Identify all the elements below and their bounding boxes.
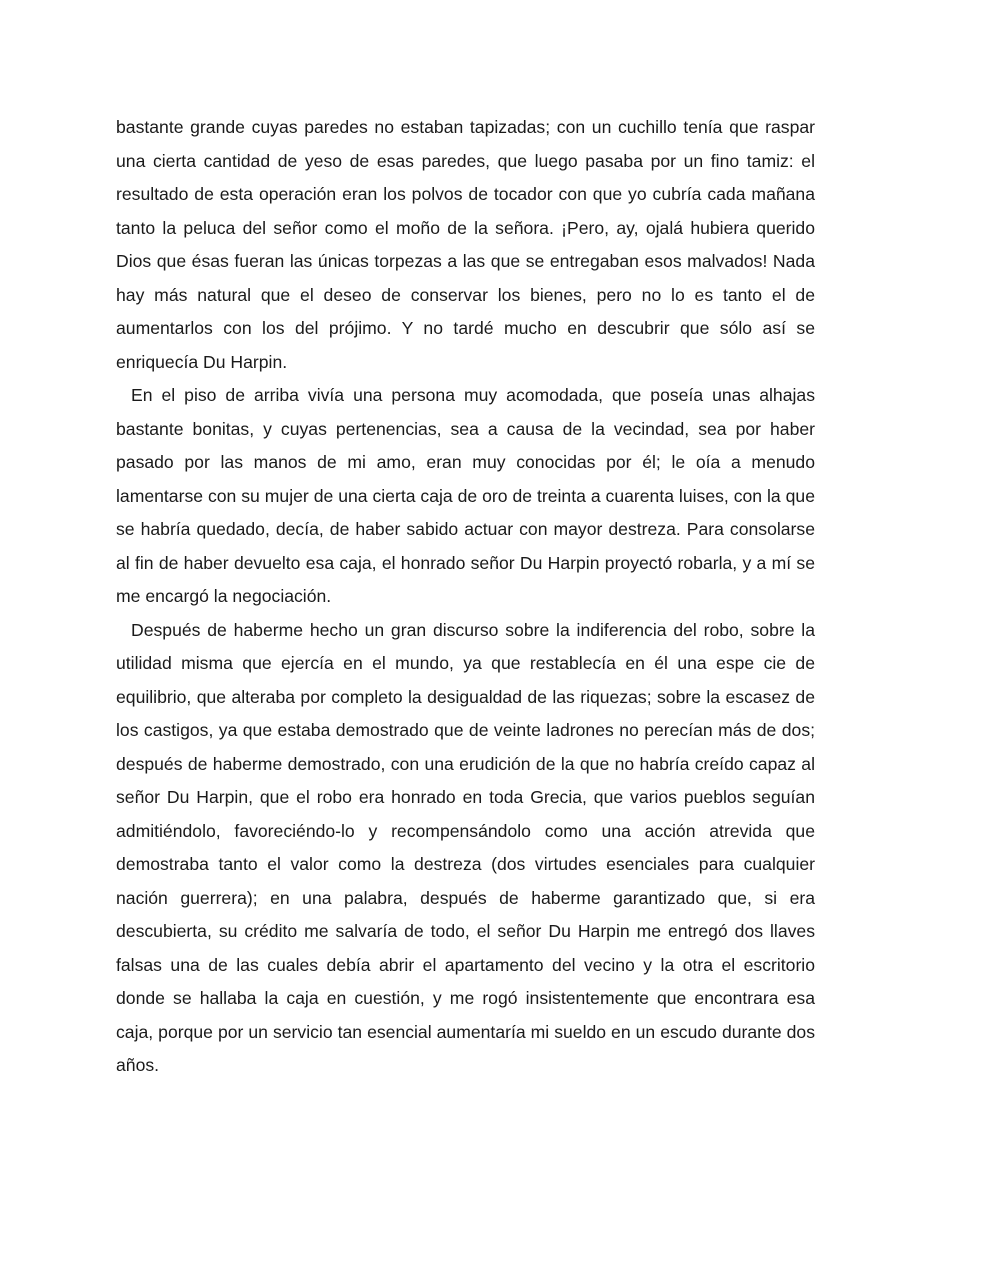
- paragraph-2: En el piso de arriba vivía una persona muy acomodada, que poseía unas alhajas bastante bonitas, y cuyas pertenencias, sea a causa de la vecindad, sea por haber pasado por las manos de mi amo, eran muy conocidas por él; le oía a menudo lamentarse con su mujer de una cierta caja de oro de treinta a cuarenta luises, con la que se habría quedado, decía, de haber sabido actuar con mayor destreza. Para consolarse al fin de haber devuelto esa caja, el honrado señor Du Harpin proyectó robarla, y a mí se me encargó la negociación.: [116, 385, 815, 606]
- paragraph-1: bastante grande cuyas paredes no estaban tapizadas; con un cuchillo tenía que raspar una cierta cantidad de yeso de esas paredes, que luego pasaba por un fino tamiz: el resultado de esta operación eran los polvos de tocador con que yo cubría cada mañana tanto la peluca del señor como el moño de la señora. ¡Pero, ay, ojalá hubiera querido Dios que ésas fueran las únicas torpezas a las que se entregaban esos malvados! Nada hay más natural que el deseo de conservar los bienes, pero no lo es tanto el de aumentarlos con los del prójimo. Y no tardé mucho en descubrir que sólo así se enriquecía Du Harpin.: [116, 117, 815, 372]
- paragraph-3: Después de haberme hecho un gran discurso sobre la indiferencia del robo, sobre la utilidad misma que ejercía en el mundo, ya que restablecía en él una espe cie de equilibrio, que alteraba por completo la desigualdad de las riquezas; sobre la escasez de los castigos, ya que estaba demostrado que de veinte ladrones no perecían más de dos; después de haberme demostrado, con una erudición de la que no habría creído capaz al señor Du Harpin, que el robo era honrado en toda Grecia, que varios pueblos seguían admitiéndolo, favoreciéndo-lo y recompensándolo como una acción atrevida que demostraba tanto el valor como la destreza (dos virtudes esenciales para cualquier nación guerrera); en una palabra, después de haberme garantizado que, si era descubierta, su crédito me salvaría de todo, el señor Du Harpin me entregó dos llaves falsas una de las cuales debía abrir el apartamento del vecino y la otra el escritorio donde se hallaba la caja en cuestión, y me rogó insistentemente que encontrara esa caja, porque por un servicio tan esencial aumentaría mi sueldo en un escudo durante dos años.: [116, 619, 815, 1075]
- body-text: [116, 111, 815, 1083]
